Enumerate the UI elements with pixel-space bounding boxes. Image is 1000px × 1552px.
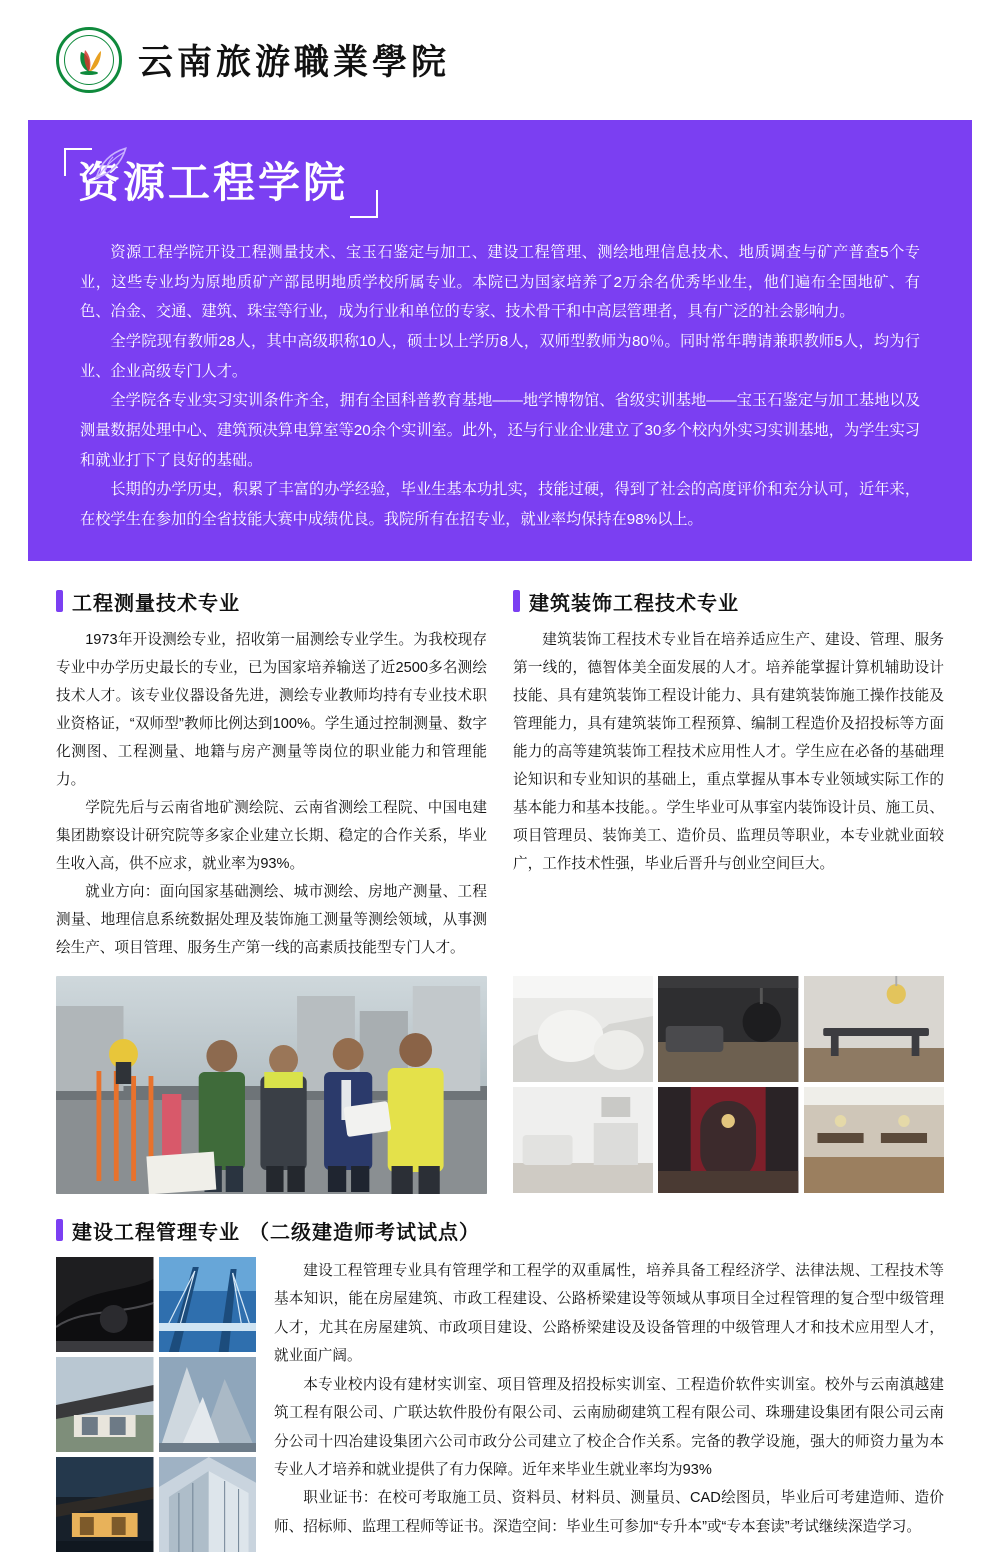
hero-banner <box>28 120 972 561</box>
major-architectural-decoration <box>513 587 944 962</box>
section-body <box>56 626 487 962</box>
section-subtitle: （二级建造师考试试点） <box>249 1219 480 1244</box>
major-construction-management <box>56 1216 944 1552</box>
section-heading <box>56 587 487 616</box>
construction-photo-grid <box>56 1257 256 1552</box>
interior-office-space-photo <box>804 1087 944 1193</box>
night-pavilion-photo <box>56 1457 154 1552</box>
section-body <box>513 626 944 878</box>
surveying-students-photo <box>56 976 487 1194</box>
hero-paragraph: 长期的办学历史，积累了丰富的办学经验，毕业生基本功扎实，技能过硬，得到了社会的高度评价和充分认可，近年来，在校学生在参加的全省技能大赛中成绩优良。我院所有在招专业，就业率均保持在98%以上。 <box>80 481 920 528</box>
dark-museum-building-photo <box>56 1257 154 1352</box>
section-paragraph: 学院先后与云南省地矿测绘院、云南省测绘工程院、中国电建集团勘察设计研究院等多家企业建立长期、稳定的合作关系，毕业生收入高，供不应求，就业率为93%。 <box>56 799 487 872</box>
page-header <box>0 0 1000 120</box>
interior-dining-room-photo <box>804 976 944 1082</box>
school-emblem-icon <box>56 27 122 93</box>
section-title: 建设工程管理专业 <box>72 1219 240 1244</box>
section-heading <box>56 1216 944 1245</box>
section-paragraph: 职业证书：在校可考取施工员、资料员、材料员、测量员、CAD绘图员，毕业后可考建造师、造价师、招标师、监理工程师等证书。深造空间：毕业生可参加“专升本”或“专本套读”考试继续深造学习。 <box>274 1490 944 1535</box>
modern-pavilion-photo <box>56 1357 154 1452</box>
majors-columns <box>56 587 944 962</box>
corner-bracket-bottom-right-icon <box>350 190 378 218</box>
decoration-photo-grid <box>513 976 944 1193</box>
section-paragraph: 就业方向：面向国家基础测绘、城市测绘、房地产测量、工程测量、地理信息系统数据处理及装饰施工测量等测绘领域，从事测绘生产、项目管理、服务生产第一线的高素质技能型专门人才。 <box>56 883 487 956</box>
interior-lounge-dark-photo <box>658 976 798 1082</box>
hero-title: 资源工程学院 <box>78 158 349 207</box>
section-title: 工程测量技术专业 <box>72 590 240 615</box>
section-paragraph: 建筑装饰工程技术专业旨在培养适应生产、建设、管理、服务第一线的，德智体美全面发展的人才。培养能掌握计算机辅助设计技能、具有建筑装饰工程设计能力、具有建筑装饰施工操作技能及管理能力，具有建筑装饰工程预算、编制工程造价及招投标等方面能力的高等建筑装饰工程技术应用性人才。学生应在必备的基础理论知识和专业知识的基础上，重点掌握从事本专业领域实际工作的基本能力和基本技能。。学生毕业可从事室内装饰设计员、施工员、项目管理员、装饰美工、造价员、监理员等职业，本专业就业面较广，工作技术性强，毕业后晋升与创业空间巨大。 <box>513 631 944 872</box>
section-body <box>56 1257 944 1552</box>
heading-accent-bar <box>513 590 520 612</box>
interior-red-curtain-photo <box>658 1087 798 1193</box>
section-title: 建筑装饰工程技术专业 <box>529 590 739 615</box>
interior-white-room-photo <box>513 1087 653 1193</box>
heading-accent-bar <box>56 590 63 612</box>
interior-white-curves-photo <box>513 976 653 1082</box>
section-paragraph: 1973年开设测绘专业，招收第一届测绘专业学生。为我校现存专业中办学历史最长的专业，已为国家培养输送了近2500多名测绘技术人才。该专业仪器设备先进，测绘专业教师均持有专业技术职业资格证，“双师型”教师比例达到100%。学生通过控制测量、数字化测图、工程测量、地籍与房产测量等岗位的职业能力和管理能力。 <box>56 631 487 788</box>
blue-glass-bridge-photo <box>159 1257 257 1352</box>
hero-paragraph: 全学院各专业实习实训条件齐全，拥有全国科普教育基地——地学博物馆、省级实训基地——宝玉石鉴定与加工基地以及测量数据处理中心、建筑预决算电算室等20余个实训室。此外，还与行业企业建立了30多个校内外实习实训基地，为学生实习和就业打下了良好的基础。 <box>80 392 920 469</box>
heading-accent-bar <box>56 1219 63 1241</box>
school-name: 云南旅游職業學院 <box>138 42 451 83</box>
section-heading <box>513 587 944 616</box>
hero-paragraph: 全学院现有教师28人，其中高级职称10人，硕士以上学历8人，双师型教师为80％。同时常年聘请兼职教师5人，均为行业、企业高级专门人才。 <box>80 333 920 380</box>
major-surveying <box>56 587 487 962</box>
hero-description <box>80 238 920 534</box>
section-paragraph: 本专业校内设有建材实训室、项目管理及招投标实训室、工程造价软件实训室。校外与云南滇越建筑工程有限公司、广联达软件股份有限公司、云南励砌建筑工程有限公司、珠珊建设集团有限公司云南分公司十四冶建设集团六公司市政分公司建立了校企合作关系。完备的教学设施，强大的师资力量为本专业人才培养和就业提供了有力保障。近年来毕业生就业率均为93% <box>274 1376 944 1478</box>
hero-title-block <box>72 154 376 212</box>
leaf-decoration-icon <box>90 142 132 184</box>
construction-description <box>274 1257 944 1552</box>
geometric-facade-photo <box>159 1357 257 1452</box>
faceted-building-photo <box>159 1457 257 1552</box>
section-paragraph: 建设工程管理专业具有管理学和工程学的双重属性，培养具备工程经济学、法律法规、工程技术等基本知识，能在房屋建筑、市政工程建设、公路桥梁建设等领域从事项目全过程管理的复合型中级管理人才，尤其在房屋建筑、市政项目建设、公路桥梁建设及设备管理的中级管理人才和技术应用型人才，就业面广阔。 <box>274 1262 944 1365</box>
hero-paragraph: 资源工程学院开设工程测量技术、宝玉石鉴定与加工、建设工程管理、测绘地理信息技术、地质调查与矿产普查5个专业，这些专业均为原地质矿产部昆明地质学校所属专业。本院已为国家培养了2万余名优秀毕业生，他们遍布全国地矿、有色、冶金、交通、建筑、珠宝等行业，成为行业和单位的专家、技术骨干和中高层管理者，具有广泛的社会影响力。 <box>80 244 920 321</box>
photo-row <box>56 976 944 1194</box>
